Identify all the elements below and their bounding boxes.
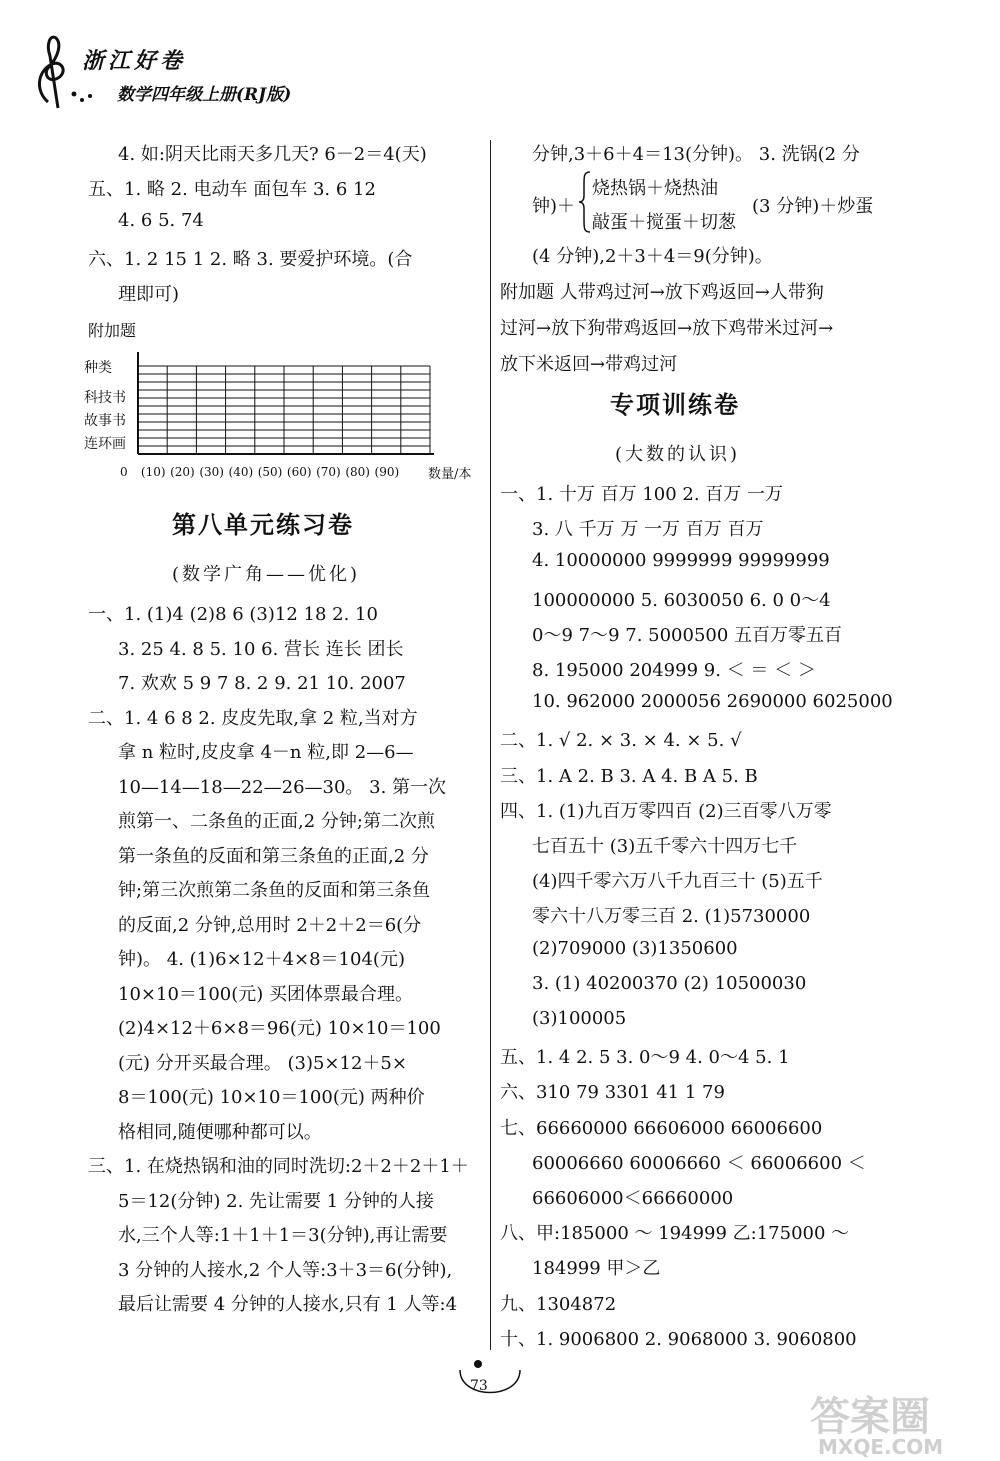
x-tick-label: (20)	[170, 465, 195, 479]
answer-line: 3. (1) 40200370 (2) 10500030	[532, 972, 807, 994]
answer-line: 8＝100(元) 10×10＝100(元) 两种价	[118, 1087, 425, 1108]
chart-gridlines	[138, 352, 434, 454]
answer-line: 分钟,3＋6＋4＝13(分钟)。 3. 洗锅(2 分	[532, 144, 860, 165]
answer-line: (元) 分开买最合理。 (3)5×12＋5×	[118, 1052, 407, 1074]
x-tick-label: (60)	[286, 465, 312, 479]
y-category-label: 连环画	[84, 436, 126, 452]
answer-line: 四、1. (1)九百万零四百 (2)三百零八万零	[500, 800, 832, 822]
answer-line: (4 分钟),2＋3＋4＝9(分钟)。	[532, 246, 773, 267]
answer-line: (2)709000 (3)1350600	[532, 937, 738, 959]
answer-line: 4. 10000000 9999999 99999999	[532, 550, 830, 572]
page-number-decoration-icon	[450, 1350, 530, 1410]
answer-line: 七百五十 (3)五千零六十四万七千	[532, 836, 798, 857]
bonus-line: 放下米返回→带鸡过河	[500, 354, 678, 375]
answer-line: 66606000＜66660000	[532, 1188, 734, 1209]
x-tick-label: (10)	[140, 465, 166, 479]
x-tick-label: (80)	[345, 465, 370, 479]
answer-line: 钟;第三次煎第二条鱼的反面和第三条鱼	[118, 880, 431, 901]
answer-line: 最后让需要 4 分钟的人接水,只有 1 人等:4	[118, 1294, 458, 1315]
bonus-label: 附加题	[88, 321, 137, 340]
special-title: 专项训练卷	[610, 391, 740, 419]
answer-line: 三、1. 在烧热锅和油的同时洗切:2＋2＋2＋1＋	[88, 1156, 469, 1177]
chart-y-label: 种类	[84, 360, 112, 376]
answer-line: 5＝12(分钟) 2. 先让需要 1 分钟的人接	[118, 1190, 434, 1212]
answer-line: 0～9 7～9 7. 5000500 五百万零五百	[532, 624, 843, 646]
special-subtitle: (大数的认识)	[615, 444, 741, 465]
watermark-url: MXQE.COM	[818, 1435, 944, 1459]
watermark: 答案圈	[810, 1394, 930, 1440]
answer-line: 理即可)	[118, 284, 180, 305]
answer-line: 格相同,随便哪种都可以。	[118, 1121, 322, 1143]
chart-x-label: 数量/本	[428, 467, 472, 480]
unit8-title: 第八单元练习卷	[172, 511, 354, 539]
brace-top: 烧热锅＋烧热油	[592, 178, 718, 199]
answer-line: 六、310 79 3301 41 1 79	[500, 1082, 725, 1104]
x-tick-label: (90)	[374, 465, 400, 479]
answer-line: 拿 n 粒时,皮皮拿 4－n 粒,即 2—6—	[118, 742, 414, 763]
answer-line: (3)100005	[532, 1008, 627, 1029]
answer-line: (4)四千零六万八千九百三十 (5)五千	[532, 871, 823, 893]
x-tick-label: (70)	[316, 465, 341, 479]
brace-bottom: 敲蛋＋搅蛋＋切葱	[592, 212, 736, 233]
answer-line: 一、1. 十万 百万 100 2. 百万 一万	[500, 484, 784, 505]
answer-line: 8. 195000 204999 9. ＜ ＝ ＜ ＞	[532, 660, 816, 681]
answer-line: 100000000 5. 6030050 6. 0 0～4	[532, 589, 831, 611]
answer-line: 的反面,2 分钟,总用时 2＋2＋2＝6(分	[118, 914, 422, 936]
answer-line: 184999 甲＞乙	[532, 1258, 661, 1280]
answer-line: 五、1. 4 2. 5 3. 0～9 4. 0～4 5. 1	[500, 1047, 790, 1069]
y-category-label: 故事书	[84, 413, 126, 429]
x-tick-label: (30)	[199, 465, 224, 479]
answer-line: 八、甲:185000 ～ 194999 乙:175000 ～	[500, 1223, 850, 1245]
answer-line: 二、1. 4 6 8 2. 皮皮先取,拿 2 粒,当对方	[88, 707, 418, 729]
bonus-line: 附加题 人带鸡过河→放下鸡返回→人带狗	[500, 282, 824, 303]
answer-line: 10×10＝100(元) 买团体票最合理。	[118, 983, 414, 1005]
unit8-subtitle: (数学广角——优化)	[172, 564, 361, 585]
answer-line: 4. 6 5. 74	[118, 210, 204, 231]
bar-chart-grid	[80, 350, 485, 480]
answer-line: 第一条鱼的反面和第三条鱼的正面,2 分	[118, 845, 429, 867]
bonus-line: 过河→放下狗带鸡返回→放下鸡带米过河→	[500, 318, 834, 339]
answer-line: 60006660 60006660 ＜ 66006600 ＜	[532, 1152, 866, 1174]
answer-line: 七、66660000 66606000 66006600	[500, 1117, 823, 1139]
x-tick-label: (50)	[257, 465, 283, 479]
answer-line: 六、1. 2 15 1 2. 略 3. 要爱护环境。(合	[88, 249, 413, 270]
answer-line: 二、1. √ 2. × 3. × 4. × 5. √	[500, 730, 742, 752]
answer-line: 3 分钟的人接水,2 个人等:3＋3＝6(分钟),	[118, 1259, 453, 1281]
answer-line: 3. 25 4. 8 5. 10 6. 营长 连长 团长	[118, 638, 404, 660]
answer-line: 五、1. 略 2. 电动车 面包车 3. 6 12	[88, 179, 376, 200]
y-category-label: 科技书	[84, 390, 126, 406]
book-subtitle: 数学四年级上册(RJ版)	[117, 85, 292, 105]
answer-line: 7. 欢欢 5 9 7 8. 2 9. 21 10. 2007	[118, 673, 406, 694]
answer-line: 3. 八 千万 万 一万 百万 百万	[532, 519, 764, 541]
answer-line: 煎第一、二条鱼的正面,2 分钟;第二次煎	[118, 811, 435, 832]
answer-line: 钟)。 4. (1)6×12＋4×8＝104(元)	[118, 949, 405, 970]
page-number: 73	[470, 1378, 488, 1394]
answer-line: 三、1. A 2. B 3. A 4. B A 5. B	[500, 765, 758, 787]
answer-line: 10—14—18—22—26—30。 3. 第一次	[118, 776, 447, 798]
answer-line: (2)4×12＋6×8＝96(元) 10×10＝100	[118, 1018, 441, 1039]
answer-line: 10. 962000 2000056 2690000 6025000	[532, 691, 893, 713]
brace-icon	[578, 170, 592, 234]
answer-line: 十、1. 9006800 2. 9068000 3. 9060800	[500, 1328, 857, 1350]
column-divider	[490, 140, 491, 1350]
answer-line: 一、1. (1)4 (2)8 6 (3)12 18 2. 10	[88, 604, 378, 625]
answer-line: 4. 如:阴天比雨天多几天? 6－2＝4(天)	[118, 144, 427, 165]
answer-line: 零六十八万零三百 2. (1)5730000	[532, 906, 811, 928]
x-tick-label: (40)	[228, 465, 254, 479]
answer-line: 九、1304872	[500, 1293, 617, 1315]
x-tick-label: 0	[120, 465, 128, 479]
answer-line: 水,三个人等:1＋1＋1＝3(分钟),再让需要	[118, 1225, 448, 1246]
brace-suffix: (3 分钟)＋炒蛋	[752, 196, 874, 217]
brace-prefix: 钟)＋	[532, 196, 576, 217]
book-title: 浙江好卷	[82, 48, 187, 74]
